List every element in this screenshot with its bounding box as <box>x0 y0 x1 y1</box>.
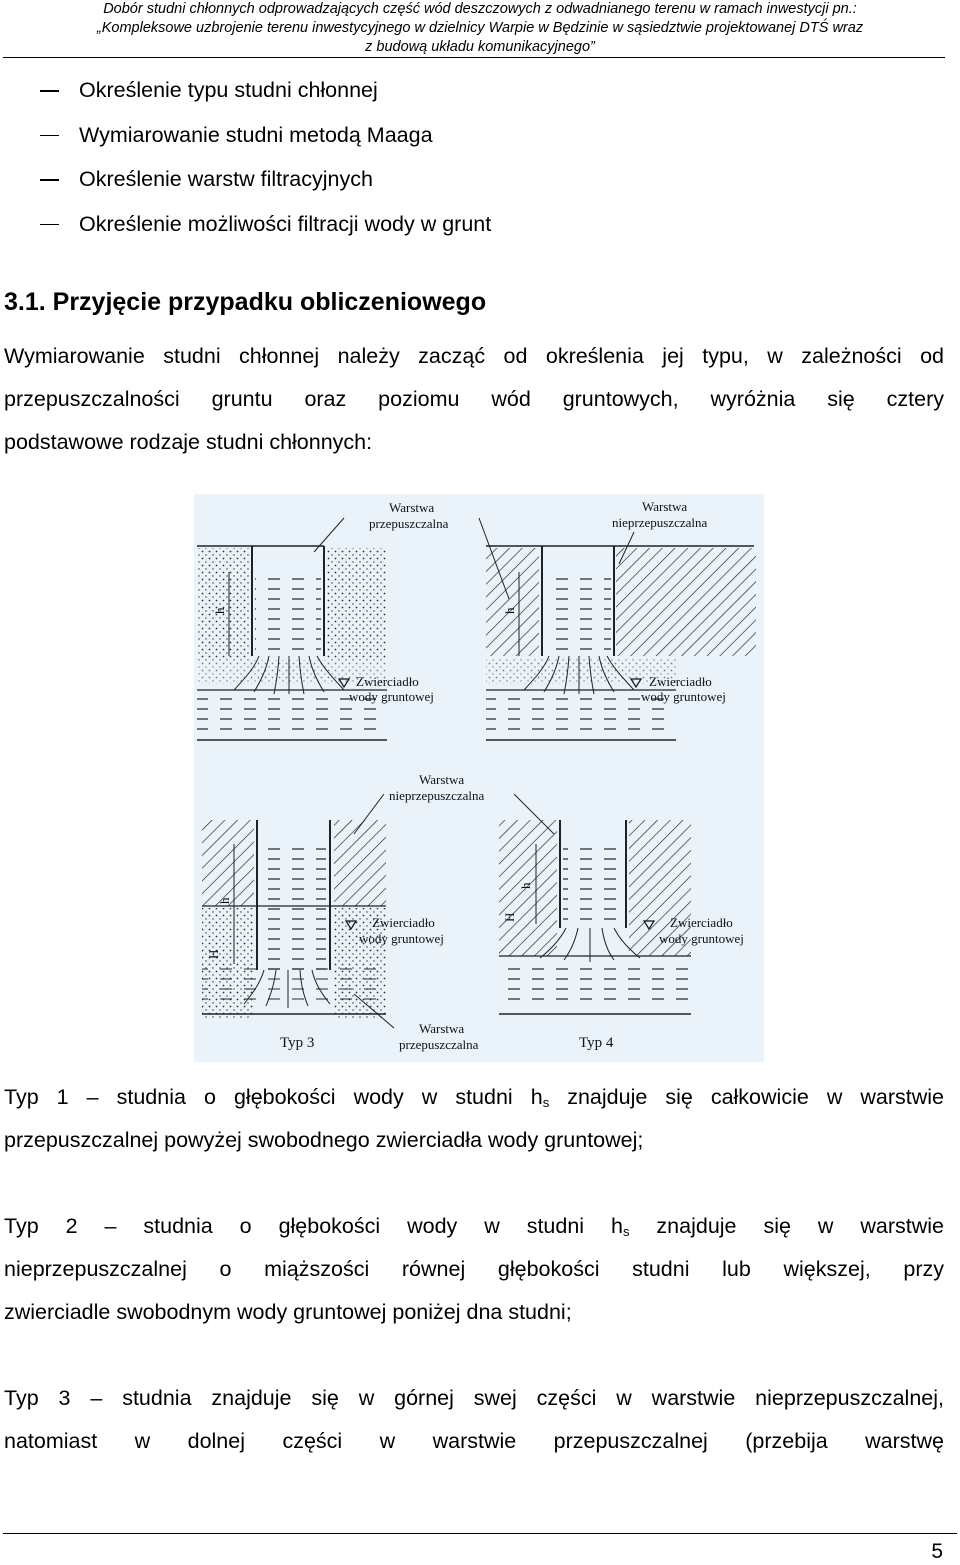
paragraph-line: Wymiarowanie studni chłonnej należy zacząć od określenia jej typu, w zależności od <box>4 344 944 368</box>
dash-icon <box>40 90 59 92</box>
intro-paragraph <box>4 335 944 464</box>
header-line-1: Dobór studni chłonnych odprowadzających część wód deszczowych z odwadnianego terenu w ramach inwestycji pn.: <box>103 1 857 17</box>
H-label: H <box>206 949 221 959</box>
label-warstwa: Warstwa <box>389 500 435 515</box>
typ-4-label: Typ 4 <box>579 1035 614 1051</box>
hs-label: h <box>212 607 227 614</box>
dash-icon <box>40 135 59 137</box>
header-line-2: „Kompleksowe uzbrojenie terenu inwestycyjnego w dzielnicy Warpie w Będzinie w sąsiedztwie projektowanej DTŚ wraz <box>96 20 864 36</box>
water-table-label: Zwierciadło <box>670 915 733 930</box>
paragraph-line: podstawowe rodzaje studni chłonnych: <box>4 430 373 454</box>
page-number: 5 <box>931 1540 943 1563</box>
label-warstwa-mid: Warstwa <box>419 772 465 787</box>
well-types-diagram <box>194 494 764 1062</box>
label-nieprzepuszczalna-mid: nieprzepuszczalna <box>389 788 485 803</box>
label-nieprzepuszczalna: nieprzepuszczalna <box>612 515 708 530</box>
hs-label: h <box>217 897 232 904</box>
typ-3-label: Typ 3 <box>280 1035 315 1051</box>
list-item: Określenie możliwości filtracji wody w grunt <box>0 202 960 247</box>
typ3-line-1: Typ 3 – studnia znajduje się w górnej swej części w warstwie nieprzepuszczalnej, <box>4 1386 944 1410</box>
type-2-diagram <box>486 499 756 740</box>
label-przepuszczalna-bottom: przepuszczalna <box>399 1037 479 1052</box>
water-table-label-2: wody gruntowej <box>641 689 726 704</box>
hs-label: h <box>518 882 533 889</box>
page-header <box>0 0 960 57</box>
typ2-line-1: Typ 2 – studnia o głębokości wody w studni $h_s$ znajduje się w warstwie <box>4 1214 944 1239</box>
type-3-diagram <box>202 820 479 1052</box>
hs-label: h <box>502 607 517 614</box>
list-item: Określenie warstw filtracyjnych <box>0 157 960 202</box>
typ1-line-1: Typ 1 – studnia o głębokości wody w studni $h_s$ znajduje się całkowicie w warstwie <box>4 1085 944 1110</box>
label-przepuszczalna: przepuszczalna <box>369 516 449 531</box>
list-item: Wymiarowanie studni metodą Maaga <box>0 113 960 158</box>
section-title: 3.1. Przyjęcie przypadku obliczeniowego <box>4 288 487 316</box>
label-warstwa: Warstwa <box>642 499 688 514</box>
label-warstwa-bottom: Warstwa <box>419 1021 465 1036</box>
header-rule <box>3 57 945 58</box>
header-line-3: z budową układu komunikacyjnego” <box>365 39 595 55</box>
type-4-diagram <box>499 820 744 1051</box>
paragraph-line: przepuszczalności gruntu oraz poziomu wód gruntowych, wyróżnia się cztery <box>4 387 944 411</box>
water-table-label-2: wody gruntowej <box>359 931 444 946</box>
typ3-line-2: natomiast w dolnej części w warstwie przepuszczalnej (przebija warstwę <box>4 1429 944 1453</box>
water-table-label-2: wody gruntowej <box>349 689 434 704</box>
list-item: Określenie typu studni chłonnej <box>0 68 960 113</box>
typ2-line-2: nieprzepuszczalnej o miąższości równej głębokości studni lub większej, przy <box>4 1257 944 1281</box>
typ2-line-3: zwierciadle swobodnym wody gruntowej poniżej dna studni; <box>4 1300 572 1324</box>
typ1-line-2: przepuszczalnej powyżej swobodnego zwierciadła wody gruntowej; <box>4 1128 644 1152</box>
well-types-figure <box>194 494 764 1062</box>
water-table-label-2: wody gruntowej <box>659 931 744 946</box>
type-1-diagram <box>197 546 434 740</box>
water-table-label: Zwierciadło <box>372 915 435 930</box>
bullet-list <box>0 68 960 246</box>
water-table-label: Zwierciadło <box>356 674 419 689</box>
dash-icon <box>40 224 59 226</box>
footer-rule <box>3 1533 957 1534</box>
water-table-label: Zwierciadło <box>649 674 712 689</box>
H-label: H <box>502 912 517 922</box>
dash-icon <box>40 179 59 181</box>
